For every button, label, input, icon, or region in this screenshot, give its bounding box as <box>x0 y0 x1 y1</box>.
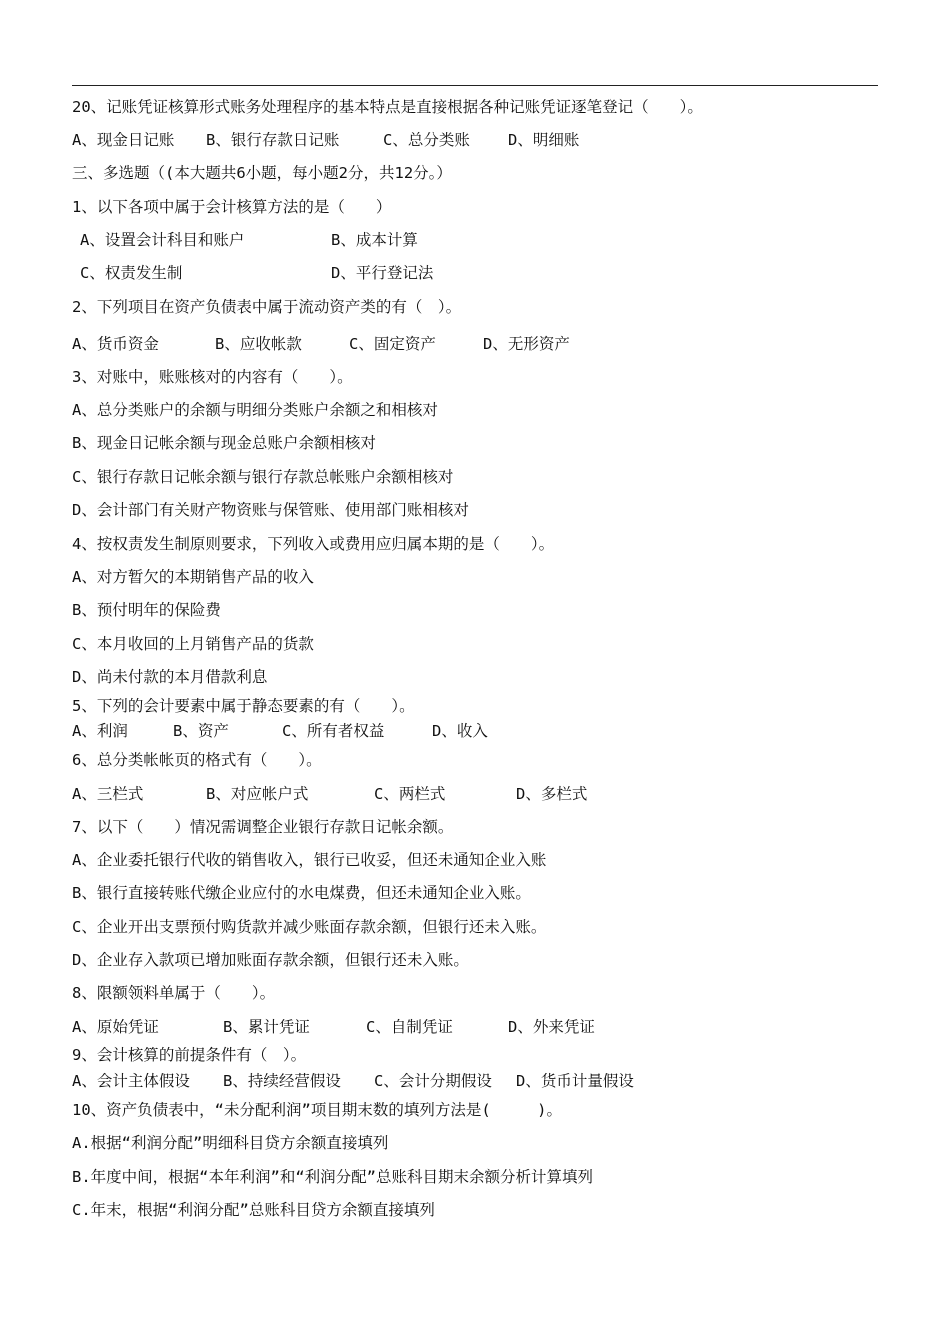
q9-stem: 9、会计核算的前提条件有（ ）。 <box>72 1046 307 1064</box>
q5-option-b: B、资产 <box>173 722 229 740</box>
q5-stem: 5、下列的会计要素中属于静态要素的有（ ）。 <box>72 697 415 715</box>
q4-option-b: B、预付明年的保险费 <box>72 601 221 619</box>
q3-option-a: A、总分类账户的余额与明细分类账户余额之和相核对 <box>72 401 438 419</box>
q20-option-c: C、总分类账 <box>383 131 470 149</box>
q20-stem: 20、记账凭证核算形式账务处理程序的基本特点是直接根据各种记账凭证逐笔登记（ ）。 <box>72 98 703 116</box>
q20-option-d: D、明细账 <box>508 131 580 149</box>
q8-option-a: A、原始凭证 <box>72 1018 159 1036</box>
q6-option-d: D、多栏式 <box>516 785 588 803</box>
q2-option-d: D、无形资产 <box>483 335 570 353</box>
q1-option-b: B、成本计算 <box>331 231 418 249</box>
q2-stem: 2、下列项目在资产负债表中属于流动资产类的有（ ）。 <box>72 298 462 316</box>
q4-option-c: C、本月收回的上月销售产品的货款 <box>72 635 314 653</box>
q5-option-a: A、利润 <box>72 722 128 740</box>
q10-option-b: B.年度中间，根据“本年利润”和“利润分配”总账科目期末余额分析计算填列 <box>72 1168 593 1186</box>
q6-option-a: A、三栏式 <box>72 785 144 803</box>
q4-option-d: D、尚未付款的本月借款利息 <box>72 668 268 686</box>
header-rule <box>72 85 878 86</box>
q2-option-a: A、货币资金 <box>72 335 159 353</box>
q3-option-c: C、银行存款日记帐余额与银行存款总帐账户余额相核对 <box>72 468 454 486</box>
q6-option-b: B、对应帐户式 <box>206 785 309 803</box>
q9-option-d: D、货币计量假设 <box>516 1072 634 1090</box>
q2-option-b: B、应收帐款 <box>215 335 302 353</box>
q6-option-c: C、两栏式 <box>374 785 446 803</box>
q4-stem: 4、按权责发生制原则要求，下列收入或费用应归属本期的是（ ）。 <box>72 535 555 553</box>
q1-option-c: C、权责发生制 <box>80 264 183 282</box>
q10-option-a: A.根据“利润分配”明细科目贷方余额直接填列 <box>72 1134 389 1152</box>
q7-stem: 7、以下（ ）情况需调整企业银行存款日记帐余额。 <box>72 818 454 836</box>
q20-option-a: A、现金日记账 <box>72 131 175 149</box>
q3-option-d: D、会计部门有关财产物资账与保管账、使用部门账相核对 <box>72 501 469 519</box>
q5-option-d: D、收入 <box>432 722 488 740</box>
q7-option-a: A、企业委托银行代收的销售收入，银行已收妥，但还未通知企业入账 <box>72 851 547 869</box>
q10-stem: 10、资产负债表中，“未分配利润”项目期末数的填列方法是( )。 <box>72 1101 562 1119</box>
q9-option-a: A、会计主体假设 <box>72 1072 190 1090</box>
q7-option-d: D、企业存入款项已增加账面存款余额，但银行还未入账。 <box>72 951 469 969</box>
q8-option-b: B、累计凭证 <box>223 1018 310 1036</box>
q5-option-c: C、所有者权益 <box>282 722 385 740</box>
q3-option-b: B、现金日记帐余额与现金总账户余额相核对 <box>72 434 376 452</box>
section-heading: 三、多选题（(本大题共6小题，每小题2分，共12分。） <box>72 164 452 182</box>
q10-option-c: C.年末，根据“利润分配”总账科目贷方余额直接填列 <box>72 1201 435 1219</box>
q4-option-a: A、对方暂欠的本期销售产品的收入 <box>72 568 314 586</box>
q7-option-b: B、银行直接转账代缴企业应付的水电煤费，但还未通知企业入账。 <box>72 884 531 902</box>
q2-option-c: C、固定资产 <box>349 335 436 353</box>
q8-stem: 8、限额领料单属于（ ）。 <box>72 984 276 1002</box>
q6-stem: 6、总分类帐帐页的格式有（ ）。 <box>72 751 322 769</box>
q1-option-d: D、平行登记法 <box>331 264 434 282</box>
q20-option-b: B、银行存款日记账 <box>206 131 340 149</box>
q1-option-a: A、设置会计科目和账户 <box>80 231 245 249</box>
q9-option-c: C、会计分期假设 <box>374 1072 492 1090</box>
q8-option-d: D、外来凭证 <box>508 1018 595 1036</box>
q3-stem: 3、对账中，账账核对的内容有（ ）。 <box>72 368 353 386</box>
q9-option-b: B、持续经营假设 <box>223 1072 341 1090</box>
q7-option-c: C、企业开出支票预付购货款并减少账面存款余额，但银行还未入账。 <box>72 918 547 936</box>
q8-option-c: C、自制凭证 <box>366 1018 453 1036</box>
q1-stem: 1、以下各项中属于会计核算方法的是（ ） <box>72 198 392 216</box>
